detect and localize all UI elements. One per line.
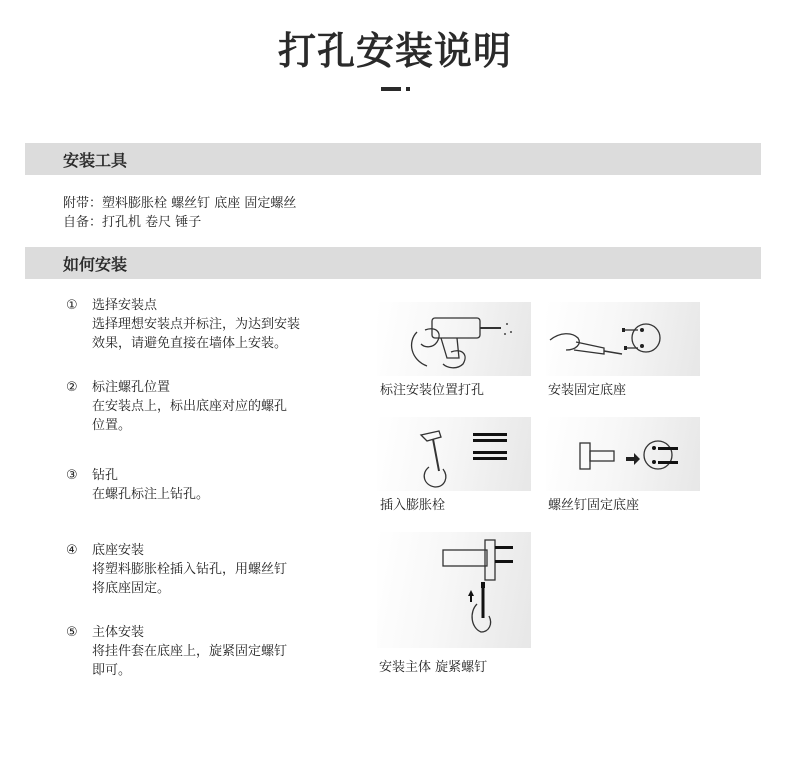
step-number: ② — [66, 380, 78, 395]
step-3 — [66, 466, 356, 504]
step-title: 标注螺孔位置 — [92, 380, 171, 395]
tools-included: 附带：塑料膨胀栓 螺丝钉 底座 固定螺丝 — [63, 196, 297, 211]
step-4 — [66, 541, 356, 598]
step-number: ① — [66, 298, 78, 313]
mount-body-icon — [377, 532, 531, 648]
step-title: 选择安装点 — [92, 298, 158, 313]
underline-dot — [406, 87, 410, 91]
screw-base-icon — [546, 417, 700, 491]
step-text: 位置。 — [92, 418, 132, 433]
section-header-howto — [25, 247, 761, 279]
hammer-anchor-icon — [377, 417, 531, 491]
caption-step-base: 安装固定底座 — [548, 383, 627, 398]
step-text: 将挂件套在底座上，旋紧固定螺钉 — [92, 644, 288, 659]
step-number: ④ — [66, 543, 78, 558]
step-number: ⑤ — [66, 625, 78, 640]
step-text: 将塑料膨胀栓插入钻孔，用螺丝钉 — [92, 562, 288, 577]
section-header-tools — [25, 143, 761, 175]
step-5 — [66, 623, 356, 680]
step-2 — [66, 378, 356, 435]
step-text: 即可。 — [92, 663, 132, 678]
step-text: 在安装点上，标出底座对应的螺孔 — [92, 399, 288, 414]
step-title: 主体安装 — [92, 625, 145, 640]
step-text: 选择理想安装点并标注，为达到安装 — [92, 317, 301, 332]
step-title: 钻孔 — [92, 468, 119, 483]
drill-icon — [377, 302, 531, 376]
step-text: 效果，请避免直接在墙体上安装。 — [92, 336, 288, 351]
section-title-tools: 安装工具 — [63, 151, 128, 170]
step-1 — [66, 296, 356, 353]
caption-step-anchor: 插入膨胀栓 — [380, 498, 446, 513]
caption-step-screw: 螺丝钉固定底座 — [548, 498, 640, 513]
page-title: 打孔安装说明 — [277, 29, 512, 73]
underline-bar — [381, 87, 401, 91]
step-text: 将底座固定。 — [92, 581, 171, 596]
section-title-howto: 如何安装 — [63, 255, 128, 274]
tools-self-prepared: 自备：打孔机 卷尺 锤子 — [63, 215, 202, 230]
caption-step-drill: 标注安装位置打孔 — [380, 383, 485, 398]
title-underline-decoration — [381, 86, 413, 92]
step-text: 在螺孔标注上钻孔。 — [92, 487, 210, 502]
step-number: ③ — [66, 468, 78, 483]
step-title: 底座安装 — [92, 543, 145, 558]
caption-step-mount: 安装主体 旋紧螺钉 — [379, 660, 488, 675]
screwdriver-base-icon — [546, 302, 700, 376]
